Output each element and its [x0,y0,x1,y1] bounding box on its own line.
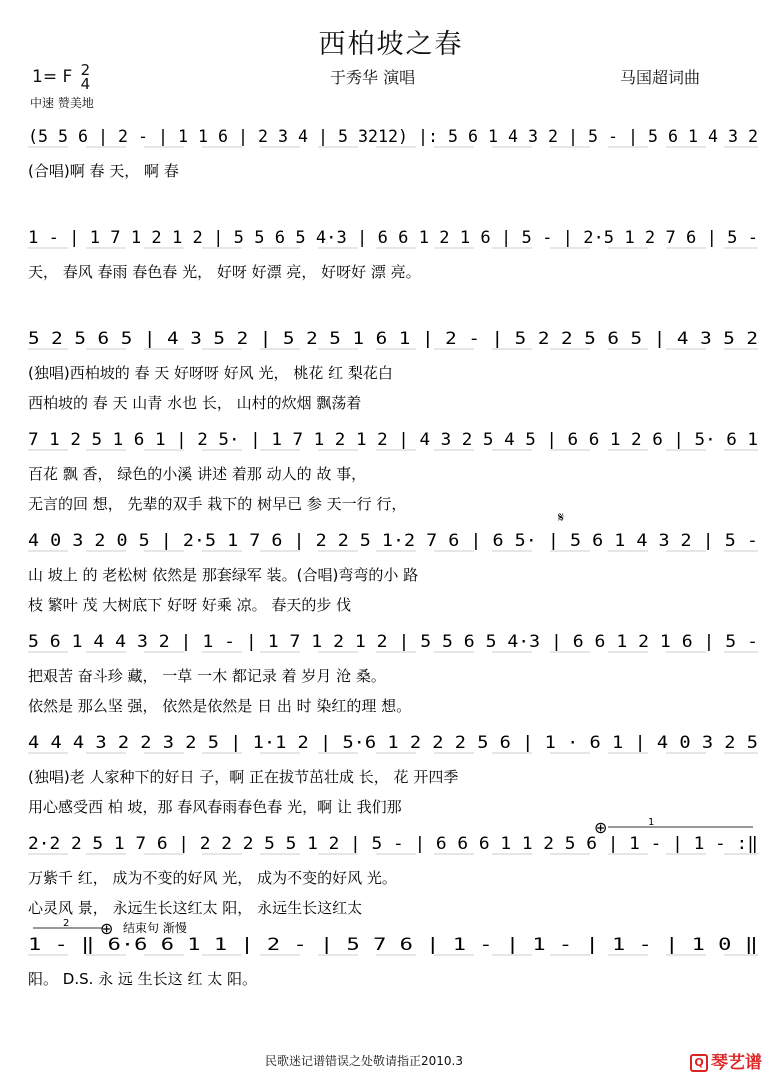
score-system [28,329,758,412]
singer-credit: 于秀华 演唱 [330,68,416,87]
notation-line: 5 6 1 4 4 3 2 | 1 - | 1 7 1 2 1 2 | 5 5 6 5 4·3 | 6 6 1 2 1 6 | 5 - [28,632,758,652]
lyric-line: 依然是 那么坚 强， 依然是依然是 日 出 时 染红的理 想。 [28,697,412,715]
notation-line: 4 0 3 2 0 5 | 2·5 1 7 6 | 2 2 5 1·2 7 6 | 6 5· | 5 6 1 4 3 2 | 5 - [28,531,758,551]
notation-line: 1 - | 1 7 1 2 1 2 | 5 5 6 5 4·3 | 6 6 1 2 1 6 | 5 - | 2·5 1 2 7 6 | 5 - [28,228,758,248]
lyric-line: 把艰苦 奋斗珍 藏， 一草 一木 都记录 着 岁月 沧 桑。 [28,667,386,685]
logo-text: 琴艺谱 [711,1053,762,1073]
lyric-line: 西柏坡的 春 天 山青 水也 长， 山村的炊烟 飘荡着 [28,394,362,412]
song-title: 西柏坡之春 [318,29,464,60]
notation-line: 7 1 2 5 1 6 1 | 2 5· | 1 7 1 2 1 2 | 4 3 2 5 4 5 | 6 6 1 2 6 | 5· 6 1 [28,430,758,450]
volta-2-label: 2 [63,918,70,929]
lyric-line: (独唱)老 人家种下的好日 子，啊 正在拔节茁壮成 长， 花 开四季 [28,768,459,786]
key-signature [32,63,90,91]
score-system [28,531,758,614]
lyric-line: 用心感受西 柏 坡，那 春风春雨春色春 光，啊 让 我们那 [28,798,402,816]
notation-line: (5 5 6 | 2 - | 1 1 6 | 2 3 4 | 5 3212) |: 5 6 1 4 3 2 | 5 - | 5 6 1 4 3 2 [28,127,758,147]
score-system [28,430,758,513]
score-system [28,733,758,816]
lyric-line: 百花 飘 香， 绿色的小溪 讲述 着那 动人的 故 事， [28,465,367,483]
lyric-line: (独唱)西柏坡的 春 天 好呀呀 好风 光， 桃花 红 梨花白 [28,364,393,382]
coda-icon: ⊕ [100,919,114,938]
score-area [28,112,768,1022]
notation-line: 2·2 2 5 1 7 6 | 2 2 2 5 5 1 2 | 5 - | 6 6 6 1 1 2 5 6 | 1 - | 1 - :‖ [28,834,758,854]
score-system [28,834,758,917]
coda-icon: ⊕ [594,818,608,837]
time-top: 2 [80,61,91,79]
notation-line: 4 4 4 3 2 2 3 2 5 | 1·1 2 | 5·6 1 2 2 2 5 6 | 1 · 6 1 | 4 0 3 2 5 [28,733,758,753]
time-bottom: 4 [80,75,91,93]
lyric-line: 心灵风 景， 永远生长这红太 阳， 永远生长这红太 [28,899,363,917]
lyric-line: 万紫千 红， 成为不变的好风 光， 成为不变的好风 光。 [28,869,397,887]
lyric-line: 天， 春风 春雨 春色春 光， 好呀 好漂 亮， 好呀好 漂 亮。 [28,263,421,281]
ending-annotation: 结束句 渐慢 [123,921,187,935]
time-signature [81,63,91,91]
notation-line: 1 - ‖ 6·6 6 1 1 | 2 - | 5 7 6 | 1 - | 1 - | 1 - | 1 0 ‖ [28,935,758,955]
lyric-line: (合唱)啊 春 天， 啊 春 [28,162,179,180]
lyric-line: 阳。 D.S. 永 远 生长这 红 太 阳。 [28,970,257,988]
notation-line: 5 2 5 6 5 | 4 3 5 2 | 5 2 5 1 6 1 | 2 - | 5 2 2 5 6 5 | 4 3 5 2 [28,329,758,349]
tempo-marking: 中速 赞美地 [30,96,94,110]
logo-icon: Q [690,1054,708,1072]
lyric-line: 枝 繁叶 茂 大树底下 好呀 好乘 凉。 春天的步 伐 [28,596,352,614]
score-system [28,228,758,281]
segno-icon: 𝄋 [558,510,565,526]
score-system [28,632,758,715]
score-system [28,920,758,988]
composer-credit: 马国超词曲 [620,68,701,87]
volta-1-label: 1 [648,817,655,828]
score-svg [28,112,768,1022]
lyric-line: 无言的回 想， 先辈的双手 栽下的 树早已 参 天一行 行， [28,495,407,513]
site-logo [690,1048,762,1073]
lyric-line: 山 坡上 的 老松树 依然是 那套绿军 装。(合唱)弯弯的小 路 [28,566,419,584]
footer-note: 民歌迷记谱错误之处敬请指正2010.3 [265,1054,463,1068]
score-system [28,127,758,180]
key-label: 1= F [32,67,73,87]
